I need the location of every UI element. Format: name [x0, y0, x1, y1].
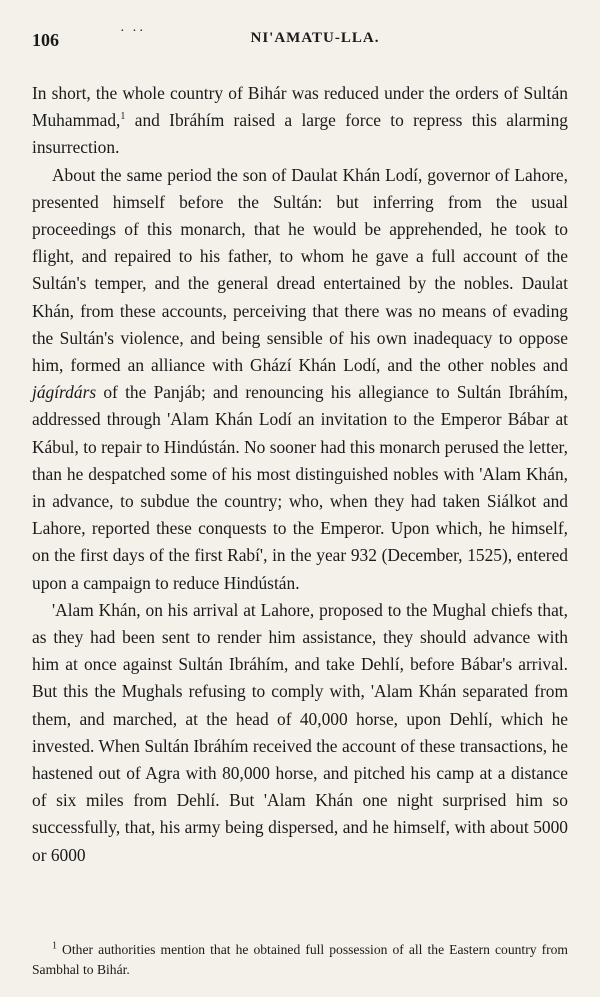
- paragraph-1: [32, 80, 568, 162]
- header-dots: · ··: [120, 24, 146, 39]
- paragraph-3-text: 'Alam Khán, on his arrival at Lahore, proposed to the Mughal chiefs that, as they had been sent to render him assistance, they should advance with him at once against Sultán Ibráhím, and take Dehlí, before Bábar's arrival. But this the Mughals refusing to comply with, 'Alam Khán separated from them, and marched, at the head of 40,000 horse, upon Dehlí, which he invested. When Sultán Ibráhím received the account of these transactions, he hastened out of Agra with 80,000 horse, and pitched his camp at a distance of six miles from Dehlí. But 'Alam Khán one night surprised him so successfully, that, his army being dispersed, and he himself, with about 5000 or 6000: [32, 599, 568, 865]
- paragraph-1-part-a: In short, the whole country of Bihár was reduced under the orders of Sultán Muhammad,: [32, 83, 568, 131]
- page-header: [32, 24, 568, 54]
- footnote-ref: 1: [120, 111, 126, 123]
- paragraph-1-part-b: and Ibráhím raised a large force to repress this alarming insurrection.: [32, 110, 568, 158]
- footnote: [32, 940, 568, 980]
- paragraph-2-italic: jágírdárs: [32, 382, 97, 403]
- paragraph-2: [32, 162, 568, 597]
- page-number: 106: [32, 30, 59, 50]
- running-head: NI'AMATU-LLA.: [250, 30, 380, 46]
- paragraph-2-part-a: About the same period the son of Daulat Khán Lodí, governor of Lahore, presented himself before the Sultán: but inferring from the usual proceedings of this monarch, that he would be apprehended, he took to flight, and repaired to his father, to whom he gave a full account of the Sultán's temper, and the general dread entertained by the nobles. Daulat Khán, from these accounts, perceiving that there was no means of evading the Sultán's violence, and being sensible of his own inadequacy to oppose him, formed an alliance with Ghází Khán Lodí, and the other nobles and: [32, 164, 568, 376]
- footnote-text: Other authorities mention that he obtained full possession of all the Eastern country from Sambhal to Bihár.: [32, 942, 568, 977]
- paragraph-3: [32, 597, 568, 869]
- body-text: [32, 80, 568, 869]
- footnote-marker: 1: [52, 940, 57, 952]
- footnote-paragraph: [32, 940, 568, 980]
- paragraph-2-part-b: of the Panjáb; and renouncing his allegiance to Sultán Ibráhím, addressed through 'Alam Khán Lodí an invitation to the Emperor Bábar at Kábul, to repair to Hindústán. No sooner had this monarch perused the letter, than he despatched some of his most distinguished nobles with 'Alam Khán, in advance, to subdue the country; who, when they had taken Siálkot and Lahore, reported these conquests to the Emperor. Upon which, he himself, on the first days of the first Rabí', in the year 932 (December, 1525), entered upon a campaign to reduce Hindústán.: [32, 382, 568, 593]
